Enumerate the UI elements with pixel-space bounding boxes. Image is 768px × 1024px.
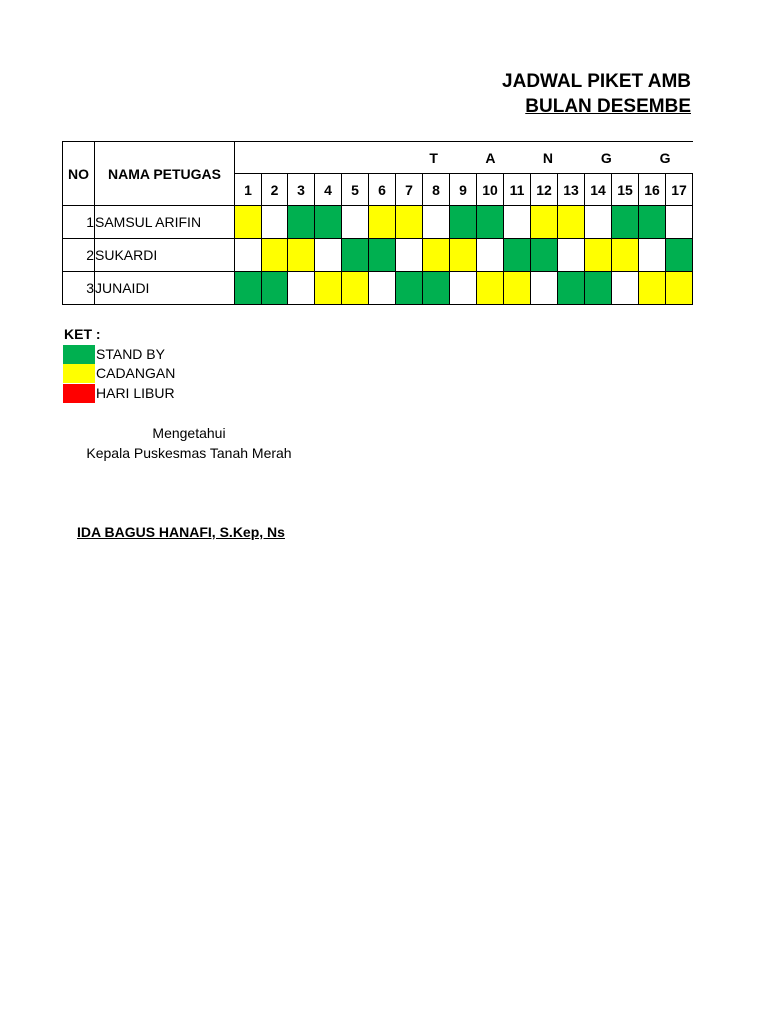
officer-name: JUNAIDI — [95, 272, 235, 305]
legend-label-hari-libur: HARI LIBUR — [96, 385, 175, 401]
table-row — [63, 239, 693, 272]
schedule-cell — [288, 272, 315, 305]
schedule-cell — [558, 272, 585, 305]
officer-name: SAMSUL ARIFIN — [95, 206, 235, 239]
schedule-cell — [612, 239, 639, 272]
row-number: 1 — [63, 206, 95, 239]
day-header-6: 6 — [369, 174, 396, 206]
schedule-cell — [639, 206, 666, 239]
schedule-cell — [477, 272, 504, 305]
schedule-cell — [531, 206, 558, 239]
schedule-table — [62, 141, 693, 305]
schedule-cell — [639, 239, 666, 272]
day-header-8: 8 — [423, 174, 450, 206]
legend-label-stand-by: STAND BY — [96, 346, 165, 362]
day-header-5: 5 — [342, 174, 369, 206]
schedule-cell — [369, 272, 396, 305]
day-header-3: 3 — [288, 174, 315, 206]
schedule-cell — [639, 272, 666, 305]
signature-name: IDA BAGUS HANAFI, S.Kep, Ns — [77, 524, 285, 540]
schedule-cell — [369, 239, 396, 272]
column-header-tanggal — [235, 142, 693, 174]
day-header-17: 17 — [666, 174, 693, 206]
schedule-cell — [666, 272, 693, 305]
schedule-cell — [369, 206, 396, 239]
schedule-cell — [585, 206, 612, 239]
column-header-name: NAMA PETUGAS — [95, 142, 235, 206]
schedule-cell — [558, 239, 585, 272]
day-header-12: 12 — [531, 174, 558, 206]
schedule-cell — [531, 239, 558, 272]
legend-swatch-stand-by — [63, 345, 95, 364]
signature-acknowledge: Mengetahui — [152, 425, 226, 441]
day-header-2: 2 — [262, 174, 288, 206]
schedule-cell — [450, 239, 477, 272]
schedule-cell — [585, 272, 612, 305]
schedule-cell — [342, 206, 369, 239]
day-header-7: 7 — [396, 174, 423, 206]
column-header-no: NO — [63, 142, 95, 206]
page-subtitle — [0, 96, 691, 120]
signature-position: Kepala Puskesmas Tanah Merah — [86, 445, 292, 461]
schedule-cell — [235, 239, 262, 272]
header-row-1 — [63, 142, 693, 174]
schedule-cell — [235, 206, 262, 239]
schedule-cell — [666, 206, 693, 239]
day-header-16: 16 — [639, 174, 666, 206]
schedule-cell — [666, 239, 693, 272]
schedule-cell — [288, 206, 315, 239]
schedule-cell — [396, 239, 423, 272]
table-row — [63, 272, 693, 305]
schedule-cell — [558, 206, 585, 239]
schedule-cell — [504, 206, 531, 239]
legend-swatch-cadangan — [63, 364, 95, 383]
schedule-cell — [342, 239, 369, 272]
schedule-cell — [315, 206, 342, 239]
schedule-cell — [315, 239, 342, 272]
day-header-9: 9 — [450, 174, 477, 206]
schedule-cell — [612, 206, 639, 239]
legend-swatch-hari-libur — [63, 384, 95, 403]
day-header-15: 15 — [612, 174, 639, 206]
schedule-cell — [423, 206, 450, 239]
schedule-cell — [450, 206, 477, 239]
schedule-body — [63, 142, 693, 305]
legend-heading: KET : — [64, 326, 101, 342]
schedule-cell — [423, 239, 450, 272]
row-number: 2 — [63, 239, 95, 272]
schedule-cell — [531, 272, 558, 305]
schedule-cell — [504, 239, 531, 272]
schedule-cell — [477, 239, 504, 272]
day-header-1: 1 — [235, 174, 262, 206]
schedule-cell — [342, 272, 369, 305]
legend-label-cadangan: CADANGAN — [96, 365, 176, 381]
schedule-cell — [504, 272, 531, 305]
schedule-cell — [288, 239, 315, 272]
day-header-13: 13 — [558, 174, 585, 206]
schedule-cell — [477, 206, 504, 239]
schedule-cell — [262, 272, 288, 305]
schedule-cell — [315, 272, 342, 305]
schedule-cell — [396, 272, 423, 305]
schedule-cell — [235, 272, 262, 305]
schedule-cell — [262, 206, 288, 239]
schedule-cell — [262, 239, 288, 272]
page-title: JADWAL PIKET AMB — [502, 71, 691, 92]
day-header-4: 4 — [315, 174, 342, 206]
table-row — [63, 206, 693, 239]
row-number: 3 — [63, 272, 95, 305]
page-subtitle-text: BULAN DESEMBE — [525, 96, 691, 117]
schedule-cell — [396, 206, 423, 239]
day-header-14: 14 — [585, 174, 612, 206]
schedule-cell — [612, 272, 639, 305]
tanggal-label: T A N G G — [429, 149, 693, 166]
day-header-10: 10 — [477, 174, 504, 206]
schedule-cell — [585, 239, 612, 272]
schedule-cell — [423, 272, 450, 305]
schedule-cell — [450, 272, 477, 305]
day-header-11: 11 — [504, 174, 531, 206]
officer-name: SUKARDI — [95, 239, 235, 272]
